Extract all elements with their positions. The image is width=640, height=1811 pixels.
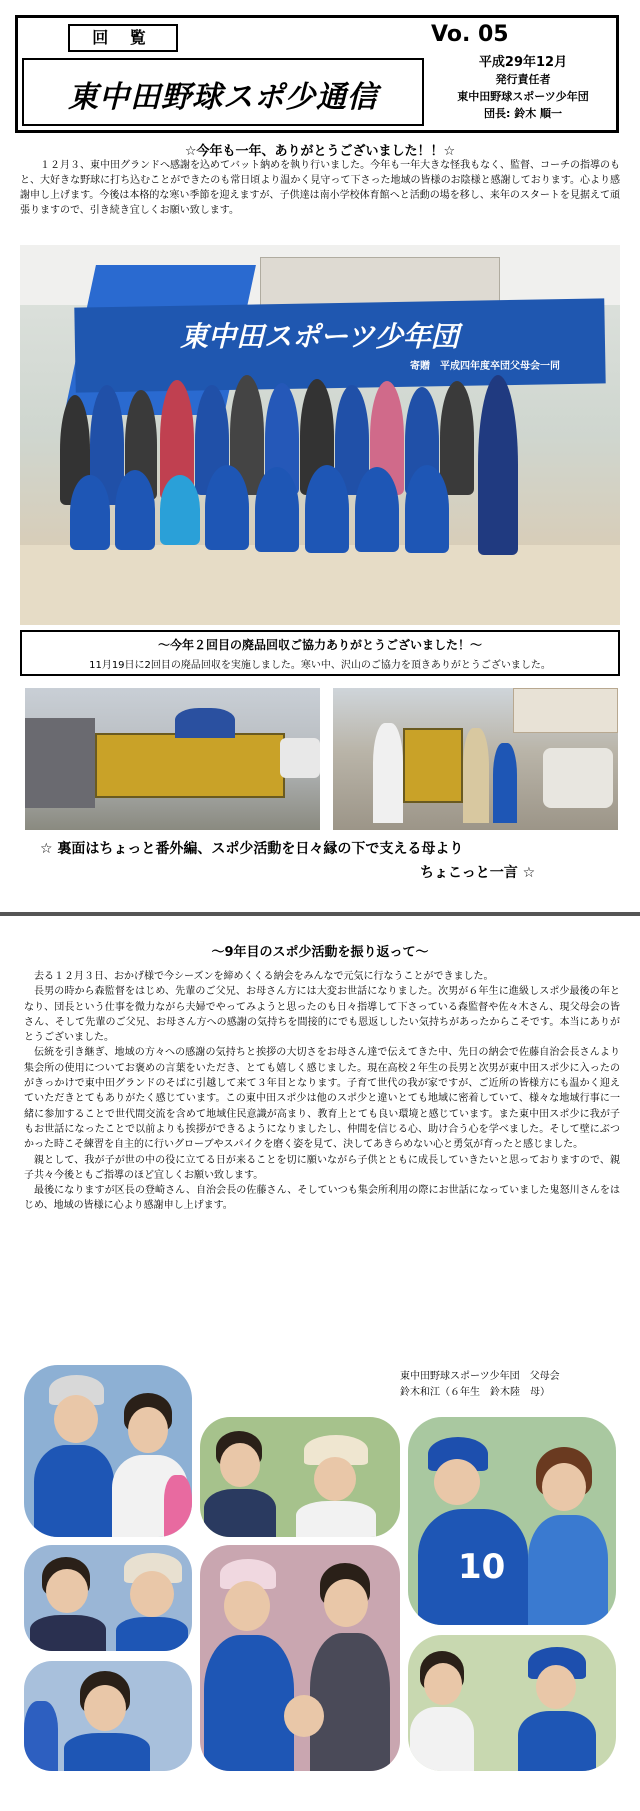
child-face	[284, 1695, 324, 1737]
shirt	[30, 1615, 106, 1651]
player	[115, 470, 155, 550]
player	[205, 465, 249, 550]
collage-photo	[408, 1417, 616, 1625]
face	[128, 1407, 168, 1453]
shirt	[528, 1515, 608, 1625]
face	[536, 1665, 576, 1709]
newsletter-front-page	[0, 0, 640, 905]
car	[280, 738, 320, 778]
issuer-leader: 団長: 鈴木 順一	[483, 107, 563, 120]
shirt	[296, 1501, 376, 1537]
face	[46, 1569, 88, 1613]
collage-photo	[200, 1545, 400, 1771]
masthead	[15, 15, 619, 133]
face	[130, 1571, 174, 1617]
paper-bundles	[543, 748, 613, 808]
team-group-photo	[20, 245, 620, 625]
publication-info	[430, 54, 616, 122]
volume-number: Vo. 05	[431, 22, 509, 47]
newsletter-title: 東中田野球スポ少通信	[68, 80, 378, 115]
signature-org: 東中田野球スポーツ少年団 父母会	[400, 1371, 560, 1382]
face	[324, 1579, 368, 1627]
recycling-photo-left	[25, 688, 320, 830]
circulation-label: 回 覧	[68, 24, 178, 52]
shirt	[116, 1617, 188, 1651]
section1-heading: ☆今年も一年、ありがとうございました！！☆	[184, 144, 456, 159]
person	[478, 375, 518, 555]
page2-paragraph: 去る１２月３日、おかげ様で今シーズンを締めくくる納会をみんなで元気に行なうことができました。	[34, 971, 494, 982]
recycling-container	[403, 728, 463, 803]
people-on-container	[175, 708, 235, 738]
section2-box	[20, 630, 620, 676]
person	[373, 723, 403, 823]
collage-photo	[24, 1545, 192, 1651]
shirt	[34, 1445, 114, 1537]
player	[70, 475, 110, 550]
issuer-label: 発行責任者	[495, 73, 551, 86]
title-box	[22, 58, 424, 126]
page2-paragraph: 長男の時から森監督をはじめ、先輩のご父兄、お母さん方には大変お世話になりました。次男が６年生に進級しスポ少最後の年となり、団長という仕事を微力ながら夫婦でやってみようと思ったのも日々指導して下さっている森監督や佐々木さん、現父母会の皆さん、そして先輩のご父兄、お母さん方への感謝の気持ちを間接的にでも恩返ししたい気持ちがあったからこそです。本当にありがとうございました。	[24, 986, 620, 1044]
player	[255, 467, 299, 552]
footer-line2: ちょこっと一言 ☆	[420, 865, 536, 881]
footer-line1: ☆ 裏面はちょっと番外編、スポ少活動を日々縁の下で支える母より	[40, 841, 464, 857]
collage-photo	[200, 1417, 400, 1537]
shirt	[410, 1707, 474, 1771]
face	[424, 1663, 462, 1705]
signature	[400, 1369, 620, 1401]
newsletter-back-page	[0, 925, 640, 1811]
page2-paragraph: 最後になりますが区長の登崎さん、自治会長の佐藤さん、そしていつも集会所利用の際にお世話になっていました鬼怒川さんをはじめ、地域の皆様に心より感謝申し上げます。	[24, 1185, 620, 1212]
person	[440, 381, 474, 495]
towel	[164, 1475, 192, 1537]
team-members	[50, 375, 550, 565]
face	[220, 1443, 260, 1487]
banner-text: 東中田スポーツ少年団	[180, 320, 459, 353]
section1-text: １２月３、東中田グランドへ感謝を込めてバット納めを執り行いました。今年も一年大きな怪我もなく、監督、コーチの指導のもと、大好きな野球に打ち込むことができたのも常日頃より温かく見守って下さった地域の皆様のお陰様と感謝しております。心より感謝申し上げます。今後は本格的な寒い季節を迎えますが、子供達は南小学校体育館へと活動の場を移し、来年のスタートを見据えて頑張りますので、引き続き宜しくお願い致します。	[20, 160, 620, 216]
recycling-photo-right	[333, 688, 618, 830]
shirt	[518, 1711, 596, 1771]
face	[434, 1459, 480, 1505]
people-group	[25, 718, 95, 808]
issue-date: 平成29年12月	[478, 55, 568, 70]
person	[463, 728, 489, 823]
collage-photo	[24, 1365, 192, 1537]
player	[405, 465, 449, 553]
signature-name: 鈴木和江（６年生 鈴木陸 母）	[400, 1387, 550, 1398]
section2-text: 11月19日に2回目の廃品回収を実施しました。寒い中、沢山のご協力を頂きありがとうございました。	[89, 660, 551, 671]
face	[314, 1457, 356, 1501]
collage-photo	[24, 1661, 192, 1771]
page2-paragraph: 伝統を引き継ぎ、地域の方々への感謝の気持ちと挨拶の大切さをお母さん達で伝えてきた中、先日の納会で佐藤自治会長さんより集会所の使用についてお褒めの言葉をいただき、とても嬉しく感じました。現在高校２年生の長男と次男が東中田スポ少に入ったのがきっかけで東中田グランドのそばに引越して来て３年目となります。子育て世代の我が家ですが、ご近所の皆様方にも温かく迎えていただきとてもありがたく感じています。この東中田スポ少は他のスポ少と違いとても地域に密着していて、様々な地域行事に一緒に参加することで世代間交流を含めて地域住民意識が高まり、教育上とても良い環境と感じています。また東中田スポ少に我が子もお世話になったことで以前よりも挨拶ができるようになりましたし、仲間を信じる心、助け合う心を学べました。そして壁にぶつかった時こそ練習を自主的に行いグローブやスパイクを磨く姿を見て、決してあきらめない心と勇気が育ったと感じました。	[24, 1047, 620, 1151]
shirt	[204, 1635, 294, 1771]
face	[54, 1395, 98, 1443]
shirt	[24, 1701, 58, 1771]
page2-heading: ～9年目のスポ少活動を振り返って～	[211, 945, 429, 960]
page2-body	[24, 969, 620, 1214]
photo-building	[260, 257, 500, 307]
recycling-container	[95, 733, 285, 798]
shirt	[310, 1633, 390, 1771]
page2-paragraph: 親として、我が子が世の中の役に立てる日が来ることを切に願いながら子供とともに成長していきたいと思っておりますので、親子共々今後ともご指導のほど宜しくお願い致します。	[24, 1154, 620, 1181]
house	[513, 688, 618, 733]
issuer-org: 東中田野球スポーツ少年団	[457, 90, 589, 103]
collage-photo	[408, 1635, 616, 1771]
player	[355, 467, 399, 552]
player	[305, 465, 349, 553]
player	[160, 475, 200, 545]
face	[542, 1463, 586, 1511]
face	[224, 1581, 270, 1631]
section2-heading: ～今年２回目の廃品回収ご協力ありがとうございました！～	[157, 638, 482, 652]
banner-subtext: 寄贈 平成四年度卒団父母会一同	[410, 361, 560, 372]
shirt	[64, 1733, 150, 1771]
shirt	[204, 1489, 276, 1537]
jersey-number: 10	[458, 1547, 506, 1587]
page-divider	[0, 912, 640, 916]
player	[493, 743, 517, 823]
face	[84, 1685, 126, 1731]
